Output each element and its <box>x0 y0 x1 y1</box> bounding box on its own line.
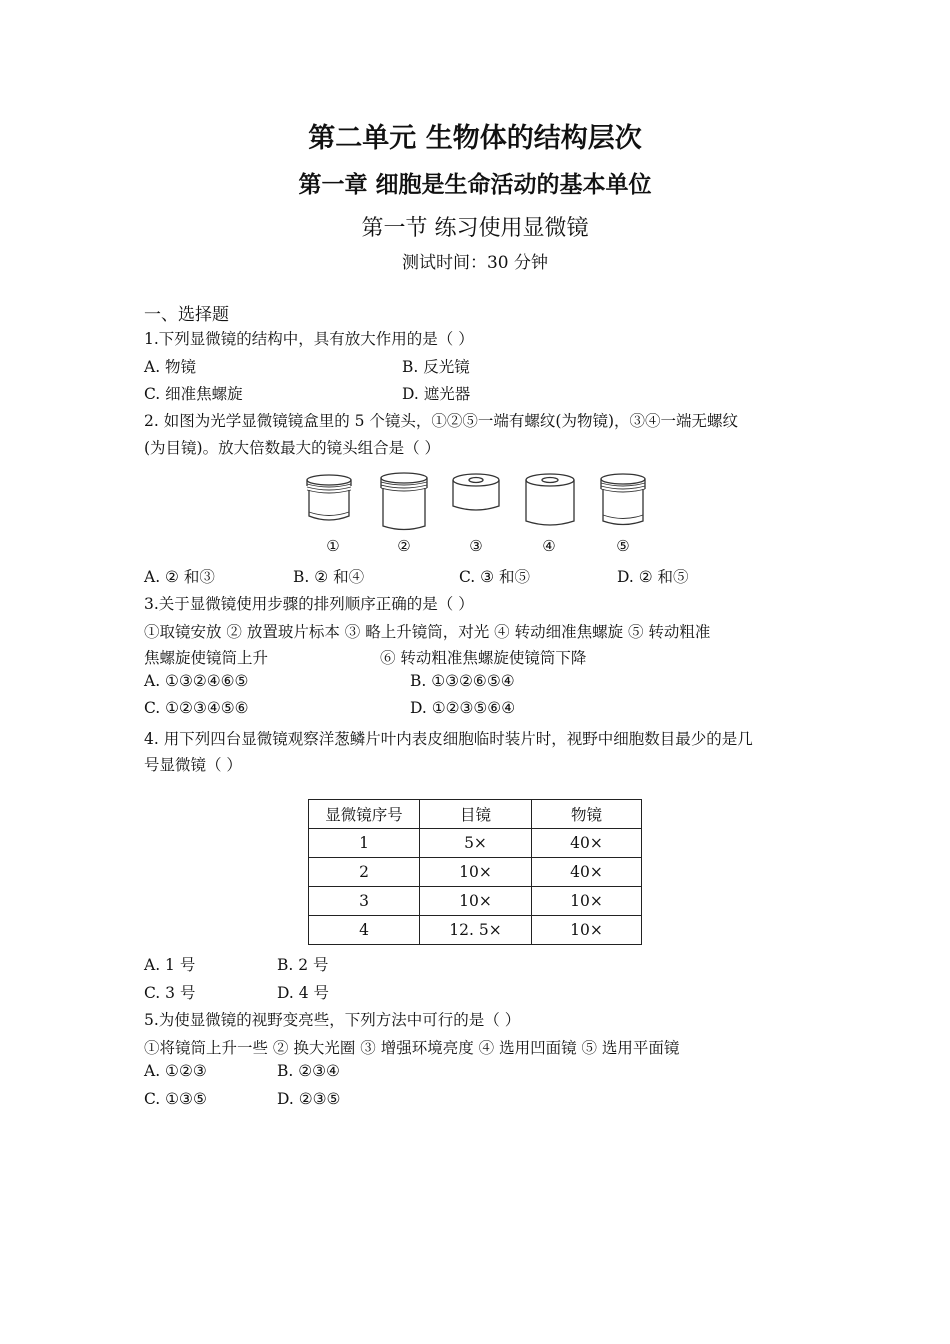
table-row <box>309 858 642 887</box>
q5-option-c: C. ①③⑤ <box>144 1090 207 1108</box>
q3-steps-line2b: ⑥ 转动粗准焦螺旋使镜筒下降 <box>380 649 587 667</box>
q1-option-a: A. 物镜 <box>144 358 197 376</box>
table-row <box>309 829 642 858</box>
table-cell: 10× <box>532 916 642 945</box>
q1-stem: 1.下列显微镜的结构中，具有放大作用的是（ ） <box>144 330 474 348</box>
table-header: 显微镜序号 <box>309 800 420 829</box>
lens-label-3: ③ <box>469 537 483 555</box>
lens-label-1: ① <box>326 537 340 555</box>
section-title: 第一节 练习使用显微镜 <box>361 216 589 241</box>
q3-steps-line2a: 焦螺旋使镜筒上升 <box>144 649 269 667</box>
q4-stem-line2: 号显微镜（ ） <box>144 756 242 774</box>
q4-option-b: B. 2 号 <box>277 956 329 974</box>
table-cell: 10× <box>420 887 532 916</box>
table-cell: 12. 5× <box>420 916 532 945</box>
test-time: 测试时间：30 分钟 <box>401 253 549 273</box>
q2-option-a: A. ② 和③ <box>144 568 215 586</box>
q4-option-c: C. 3 号 <box>144 984 196 1002</box>
table-cell: 10× <box>532 887 642 916</box>
objective-lens-5-icon <box>597 471 649 529</box>
q2-stem-line2: (为目镜)。放大倍数最大的镜头组合是（ ） <box>144 439 441 457</box>
q2-option-c: C. ③ 和⑤ <box>459 568 530 586</box>
q2-option-d: D. ② 和⑤ <box>617 568 689 586</box>
objective-lens-1-icon <box>303 472 355 524</box>
q3-steps-line1: ①取镜安放 ② 放置玻片标本 ③ 略上升镜筒，对光 ④ 转动细准焦螺旋 ⑤ 转动粗准 <box>144 623 711 641</box>
table-row <box>309 887 642 916</box>
q3-option-c: C. ①②③④⑤⑥ <box>144 699 249 717</box>
eyepiece-lens-4-icon <box>523 471 577 531</box>
eyepiece-lens-3-icon <box>450 472 502 516</box>
lens-label-2: ② <box>397 537 411 555</box>
table-cell: 1 <box>309 829 420 858</box>
table-cell: 3 <box>309 887 420 916</box>
table-cell: 10× <box>420 858 532 887</box>
section-heading: 一、选择题 <box>144 305 229 325</box>
objective-lens-2-icon <box>377 470 431 534</box>
q5-options-line: ①将镜筒上升一些 ② 换大光圈 ③ 增强环境亮度 ④ 选用凹面镜 ⑤ 选用平面镜 <box>144 1039 680 1057</box>
q3-option-d: D. ①②③⑤⑥④ <box>410 699 516 717</box>
q4-stem-line1: 4. 用下列四台显微镜观察洋葱鳞片叶内表皮细胞临时装片时，视野中细胞数目最少的是几 <box>144 730 753 748</box>
chapter-title: 第一章 细胞是生命活动的基本单位 <box>298 172 652 198</box>
table-cell: 2 <box>309 858 420 887</box>
q5-stem: 5.为使显微镜的视野变亮些，下列方法中可行的是（ ） <box>144 1011 521 1029</box>
q5-option-b: B. ②③④ <box>277 1062 340 1080</box>
q5-option-a: A. ①②③ <box>144 1062 207 1080</box>
table-header: 物镜 <box>532 800 642 829</box>
q2-stem-line1: 2. 如图为光学显微镜镜盒里的 5 个镜头，①②⑤一端有螺纹(为物镜)，③④一端无螺纹 <box>144 412 739 430</box>
q4-option-d: D. 4 号 <box>277 984 330 1002</box>
table-cell: 4 <box>309 916 420 945</box>
q5-option-d: D. ②③⑤ <box>277 1090 341 1108</box>
table-cell: 40× <box>532 858 642 887</box>
microscope-table <box>308 799 642 945</box>
lens-label-5: ⑤ <box>616 537 630 555</box>
q2-option-b: B. ② 和④ <box>293 568 365 586</box>
table-header: 目镜 <box>420 800 532 829</box>
q3-stem: 3.关于显微镜使用步骤的排列顺序正确的是（ ） <box>144 595 474 613</box>
table-cell: 40× <box>532 829 642 858</box>
q1-option-c: C. 细准焦螺旋 <box>144 385 243 403</box>
unit-title: 第二单元 生物体的结构层次 <box>308 123 642 154</box>
q1-option-d: D. 遮光器 <box>402 385 471 403</box>
q3-option-a: A. ①③②④⑥⑤ <box>144 672 249 690</box>
lens-label-4: ④ <box>542 537 556 555</box>
q3-option-b: B. ①③②⑥⑤④ <box>410 672 515 690</box>
table-row <box>309 916 642 945</box>
q4-option-a: A. 1 号 <box>144 956 196 974</box>
q1-option-b: B. 反光镜 <box>402 358 470 376</box>
table-header-row <box>309 800 642 829</box>
table-cell: 5× <box>420 829 532 858</box>
